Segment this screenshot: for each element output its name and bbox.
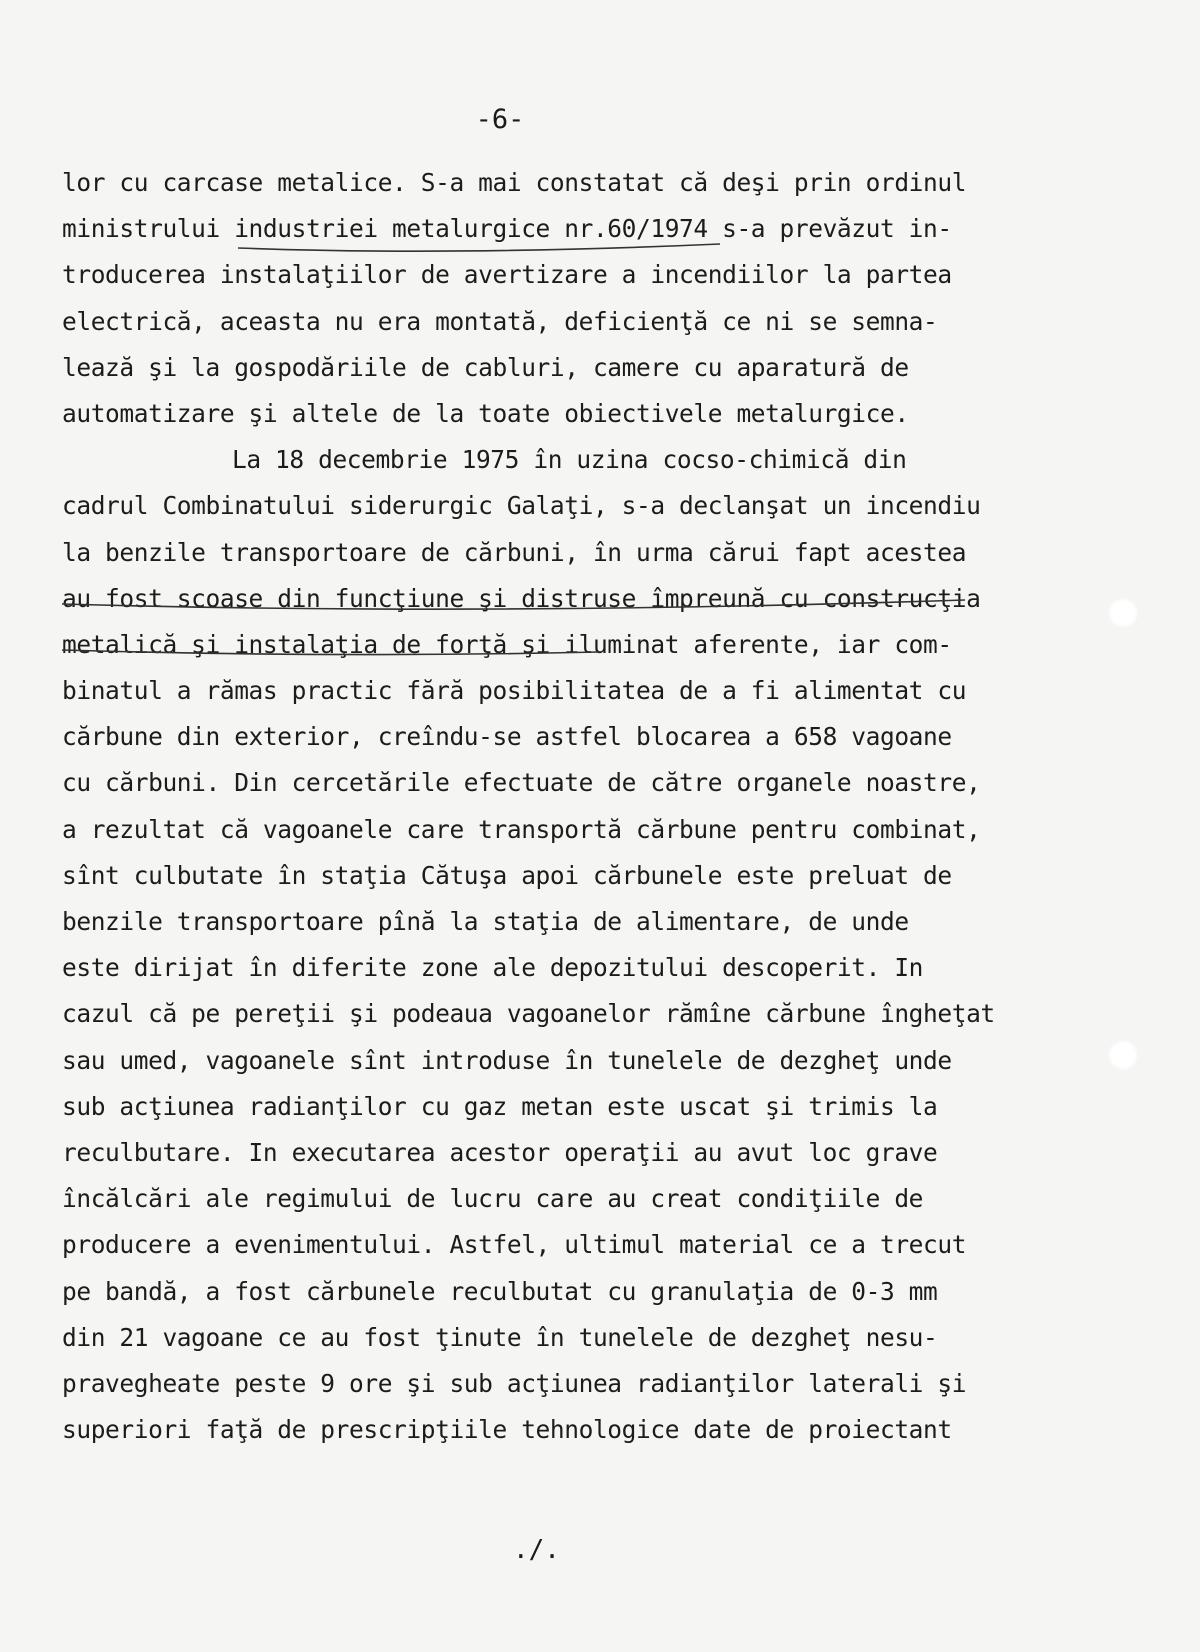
text-line: pravegheate peste 9 ore şi sub acţiunea radianţilor laterali şi xyxy=(62,1368,967,1398)
continuation-mark: ./. xyxy=(513,1535,560,1565)
text-line: reculbutare. In executarea acestor operaţii au avut loc grave xyxy=(62,1137,938,1167)
body-text xyxy=(62,160,1022,1453)
punch-hole xyxy=(1108,1040,1138,1070)
punch-hole xyxy=(1108,598,1138,628)
text-line: din 21 vagoane ce au fost ţinute în tunelele de dezgheţ nesu- xyxy=(62,1322,938,1352)
text-line: electrică, aceasta nu era montată, deficienţă ce ni se semna- xyxy=(62,306,938,336)
text-line: cadrul Combinatului siderurgic Galaţi, s-a declanşat un incendiu xyxy=(62,491,981,521)
text-line: sînt culbutate în staţia Cătuşa apoi cărbunele este preluat de xyxy=(62,860,952,890)
text-line: troducerea instalaţiilor de avertizare a incendiilor la partea xyxy=(62,260,952,290)
text-line: metalică şi instalaţia de forţă şi iluminat aferente, iar com- xyxy=(62,629,952,659)
text-line: la benzile transportoare de cărbuni, în urma cărui fapt acestea xyxy=(62,537,967,567)
page-number: -6- xyxy=(475,104,525,135)
text-line: La 18 decembrie 1975 în uzina cocso-chimică din xyxy=(232,445,907,475)
text-line: este dirijat în diferite zone ale depozitului descoperit. In xyxy=(62,953,924,983)
text-line: superiori faţă de prescripţiile tehnologice date de proiectant xyxy=(62,1415,952,1445)
text-line: lor cu carcase metalice. S-a mai constatat că deşi prin ordinul xyxy=(62,168,967,197)
text-line: automatizare şi altele de la toate obiectivele metalurgice. xyxy=(62,398,909,428)
text-line: încălcări ale regimului de lucru care au creat condiţiile de xyxy=(62,1184,924,1214)
text-line: cazul că pe pereţii şi podeaua vagoanelor rămîne cărbune îngheţat xyxy=(62,999,995,1029)
text-line: au fost scoase din funcţiune şi distruse împreună cu construcţia xyxy=(62,583,981,613)
text-line: binatul a rămas practic fără posibilitatea de a fi alimentat cu xyxy=(62,676,967,706)
text-line: producere a evenimentului. Astfel, ultimul material ce a trecut xyxy=(62,1230,967,1260)
text-line: cărbune din exterior, creîndu-se astfel blocarea a 658 vagoane xyxy=(62,722,952,752)
text-line: sau umed, vagoanele sînt introduse în tunelele de dezgheţ unde xyxy=(62,1045,952,1075)
text-line: lează şi la gospodăriile de cabluri, camere cu aparatură de xyxy=(62,352,909,382)
text-line: benzile transportoare pînă la staţia de alimentare, de unde xyxy=(62,907,909,936)
text-line: a rezultat că vagoanele care transportă cărbune pentru combinat, xyxy=(62,814,981,844)
text-line: sub acţiunea radianţilor cu gaz metan este uscat şi trimis la xyxy=(62,1091,938,1121)
text-line: ministrului industriei metalurgice nr.60/1974 s-a prevăzut in- xyxy=(62,214,952,244)
text-line: cu cărbuni. Din cercetările efectuate de către organele noastre, xyxy=(62,768,981,798)
text-line: pe bandă, a fost cărbunele reculbutat cu granulaţia de 0-3 mm xyxy=(62,1276,938,1306)
